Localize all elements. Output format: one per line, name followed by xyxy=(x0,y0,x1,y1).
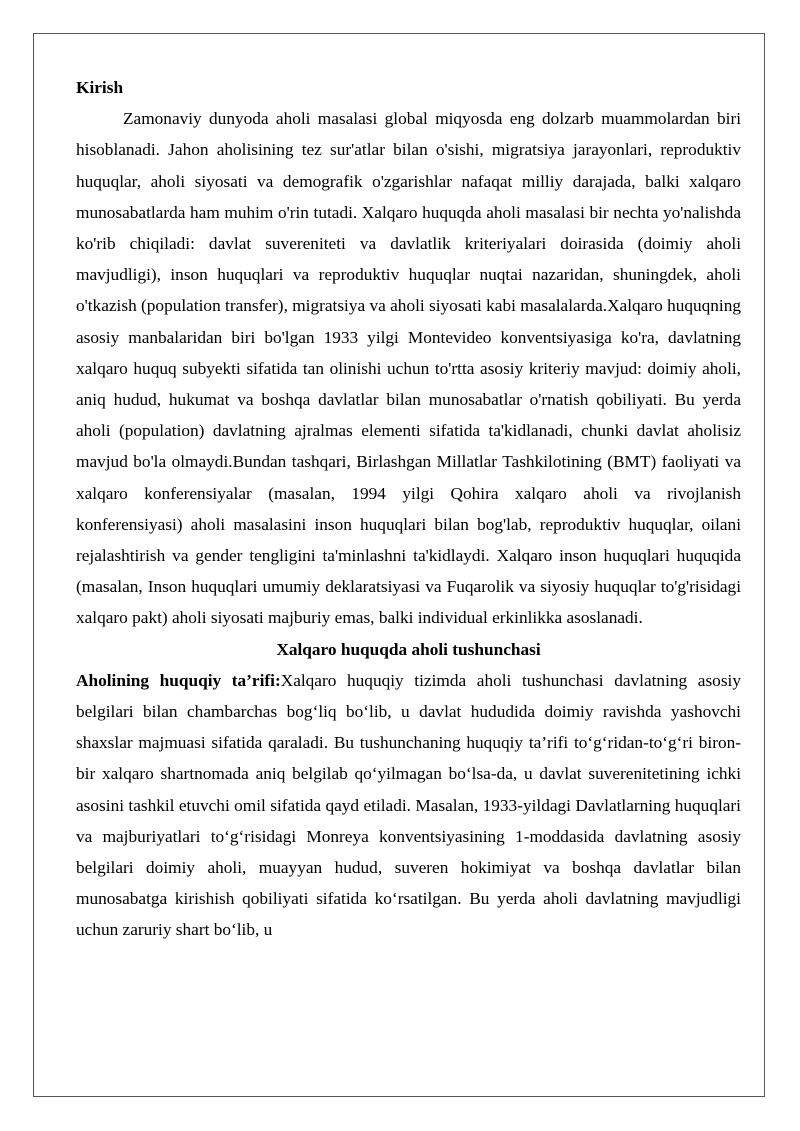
intro-heading: Kirish xyxy=(76,78,124,97)
document-body xyxy=(76,72,741,946)
section-paragraph xyxy=(76,665,741,946)
section-lead: Aholining huquqiy ta’rifi: xyxy=(76,670,281,690)
section-body-text: Xalqaro huquqiy tizimda aholi tushunchasi davlatning asosiy belgilari bilan chambarchas bog‘liq bo‘lib, u davlat hududida doimiy ravishda yashovchi shaxslar majmuasi sifatida qaraladi. Bu tushunchaning huquqiy ta’rifi to‘g‘ridan-to‘g‘ri biron-bir xalqaro shartnomada aniq belgilab qo‘yilmagan bo‘lsa-da, u davlat suverenitetining ichki asosini tashkil etuvchi omil sifatida qayd etiladi. Masalan, 1933-yildagi Davlatlarning huquqlari va majburiyatlari to‘g‘risidagi Monreya konventsiyasining 1-moddasida davlatning asosiy belgilari doimiy aholi, muayyan hudud, suveren hokimiyat va boshqa davlatlar bilan munosabatga kirishish qobiliyati sifatida ko‘rsatilgan. Bu yerda aholi davlatning mavjudligi uchun zaruriy shart bo‘lib, u xyxy=(76,670,741,940)
intro-paragraph: Zamonaviy dunyoda aholi masalasi global miqyosda eng dolzarb muammolardan biri hisoblanadi. Jahon aholisining tez sur'atlar bilan o'sishi, migratsiya jarayonlari, reproduktiv huquqlar, aholi siyosati va demografik o'zgarishlar nafaqat milliy darajada, balki xalqaro munosabatlarda ham muhim o'rin tutadi. Xalqaro huquqda aholi masalasi bir nechta yo'nalishda ko'rib chiqiladi: davlat suvereniteti va davlatlik kriteriyalari doirasida (doimiy aholi mavjudligi), inson huquqlari va reproduktiv huquqlar nuqtai nazaridan, shuningdek, aholi o'tkazish (population transfer), migratsiya va aholi siyosati kabi masalalarda.Xalqaro huquqning asosiy manbalaridan biri bo'lgan 1933 yilgi Montevideo konventsiyasiga ko'ra, davlatning xalqaro huquq subyekti sifatida tan olinishi uchun to'rtta asosiy kriteriy mavjud: doimiy aholi, aniq hudud, hukumat va boshqa davlatlar bilan munosabatlar o'rnatish qobiliyati. Bu yerda aholi (population) davlatning ajralmas elementi sifatida ta'kidlanadi, chunki davlat aholisiz mavjud bo'la olmaydi.Bundan tashqari, Birlashgan Millatlar Tashkilotining (BMT) faoliyati va xalqaro konferensiyalar (masalan, 1994 yilgi Qohira xalqaro aholi va rivojlanish konferensiyasi) aholi masalasini inson huquqlari bilan bog'lab, reproduktiv huquqlar, oilani rejalashtirish va gender tengligini ta'minlashni ta'kidlaydi. Xalqaro inson huquqlari huquqida (masalan, Inson huquqlari umumiy deklaratsiyasi va Fuqarolik va siyosiy huquqlar to'g'risidagi xalqaro pakt) aholi siyosati majburiy emas, balki individual erkinlikka asoslanadi. xyxy=(76,109,741,628)
section-title: Xalqaro huquqda aholi tushunchasi xyxy=(276,639,541,659)
